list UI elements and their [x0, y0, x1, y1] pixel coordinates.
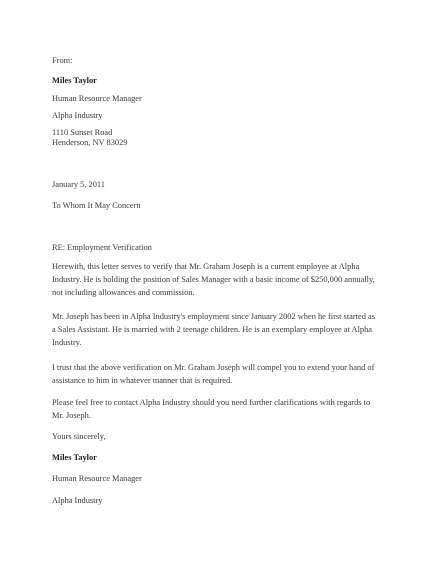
paragraph-line: not including allowances and commission. — [52, 288, 195, 297]
sender-address-line2: Henderson, NV 83029 — [52, 138, 128, 147]
sender-name: Miles Taylor — [52, 76, 97, 85]
subject-line: RE: Employment Verification — [52, 243, 152, 252]
body-paragraph-2 — [52, 310, 380, 349]
sender-address-line1: 1110 Sunset Road — [52, 128, 113, 137]
body-paragraph-1 — [52, 260, 380, 299]
body-paragraph-3 — [52, 361, 380, 387]
body-paragraph-4 — [52, 396, 380, 422]
from-label: From: — [52, 56, 73, 65]
paragraph-line: Herewith, this letter serves to verify that Mr. Graham Joseph is a current employee at Alpha — [52, 262, 360, 271]
signature-name: Miles Taylor — [52, 453, 97, 462]
sender-title: Human Resource Manager — [52, 94, 142, 103]
paragraph-line: Industry. He is holding the position of Sales Manager with a basic income of $250,000 annually, — [52, 275, 375, 284]
sender-company: Alpha Industry — [52, 111, 103, 120]
salutation: To Whom It May Concern — [52, 201, 141, 210]
paragraph-line: Industry. — [52, 338, 82, 347]
paragraph-line: Mr. Joseph. — [52, 411, 91, 420]
paragraph-line: I trust that the above verification on Mr. Graham Joseph will compel you to extend your hand of — [52, 363, 375, 372]
closing: Yours sincerely, — [52, 432, 106, 441]
paragraph-line: assistance to him in whatever manner that is required. — [52, 376, 233, 385]
paragraph-line: Mr. Joseph has been in Alpha Industry's employment since January 2002 when he first started as — [52, 312, 375, 321]
letter-date: January 5, 2011 — [52, 180, 105, 189]
paragraph-line: Please feel free to contact Alpha Industry should you need further clarifications with regards to — [52, 398, 371, 407]
paragraph-line: a Sales Assistant. He is married with 2 teenage children. He is an exemplary employee at Alpha — [52, 325, 373, 334]
signature-company: Alpha Industry — [52, 496, 103, 505]
signature-title: Human Resource Manager — [52, 474, 142, 483]
